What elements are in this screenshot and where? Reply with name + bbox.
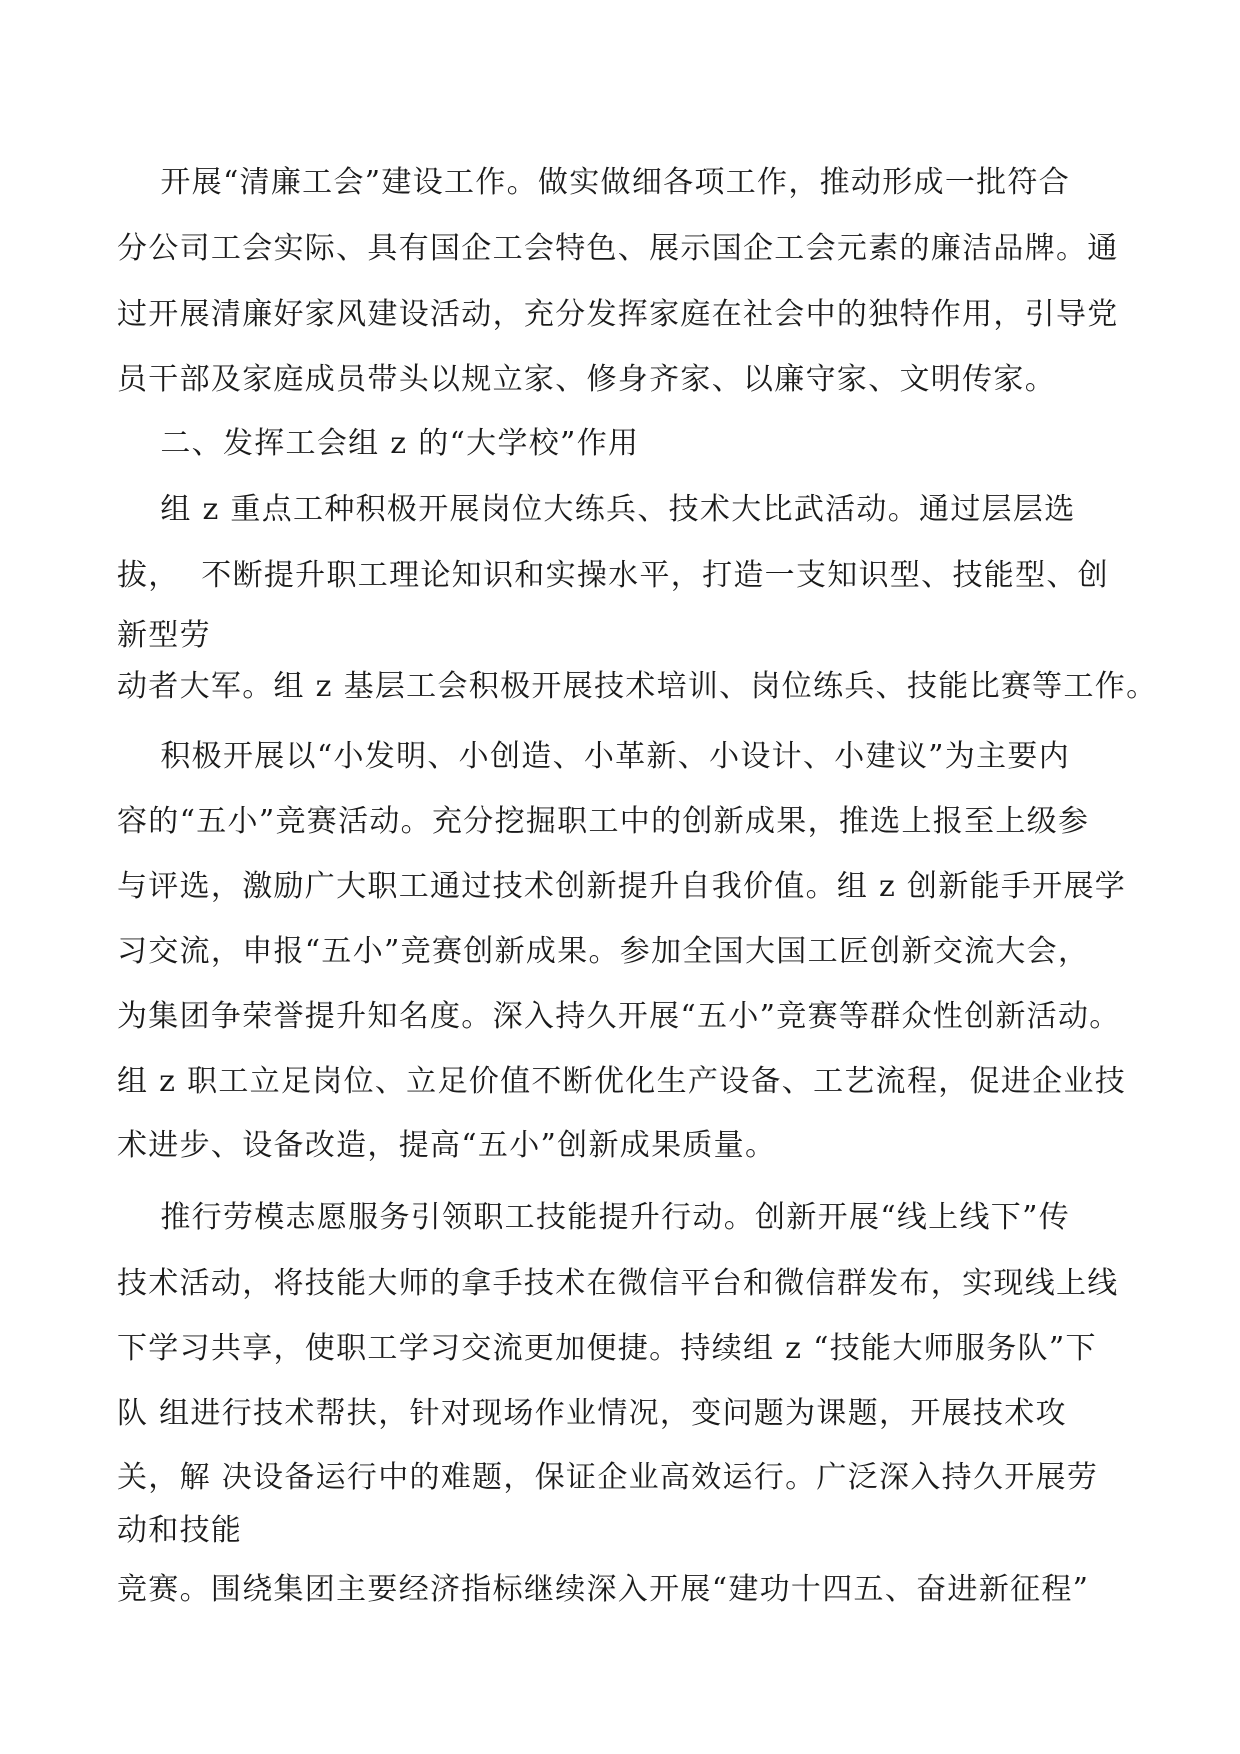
- paragraph-line: 分公司工会实际、具有国企工会特色、展示国企工会元素的廉洁品牌。通: [117, 231, 1119, 266]
- paragraph-line: 拔， 不断提升职工理论知识和实操水平，打造一支知识型、技能型、创: [117, 558, 1109, 593]
- paragraph-line: 为集团争荣誉提升知名度。深入持久开展“五小”竞赛等群众性创新活动。: [117, 999, 1121, 1034]
- paragraph-line: 术进步、设备改造，提高“五小”创新成果质量。: [117, 1128, 777, 1163]
- paragraph-line: 动者大军。组 z 基层工会积极开展技术培训、岗位练兵、技能比赛等工作。: [117, 669, 1158, 704]
- paragraph-line: 习交流，申报“五小”竞赛创新成果。参加全国大国工匠创新交流大会，: [117, 934, 1090, 969]
- paragraph-line: 组 z 重点工种积极开展岗位大练兵、技术大比武活动。通过层层选: [117, 492, 1076, 527]
- paragraph-line: 与评选，激励广大职工通过技术创新提升自我价值。组 z 创新能手开展学: [117, 869, 1127, 904]
- section-heading: 二、发挥工会组 z 的“大学校”作用: [117, 426, 640, 461]
- paragraph-line: 员干部及家庭成员带头以规立家、修身齐家、以廉守家、文明传家。: [117, 362, 1056, 397]
- paragraph-line: 积极开展以“小发明、小创造、小革新、小设计、小建议”为主要内: [117, 739, 1071, 774]
- paragraph-line: 下学习共享，使职工学习交流更加便捷。持续组 z “技能大师服务队”下: [117, 1331, 1097, 1366]
- paragraph-line: 组 z 职工立足岗位、立足价值不断优化生产设备、工艺流程，促进企业技: [117, 1064, 1127, 1099]
- paragraph-line: 开展“清廉工会”建设工作。做实做细各项工作，推动形成一批符合: [117, 165, 1071, 200]
- paragraph-line: 关，解 决设备运行中的难题，保证企业高效运行。广泛深入持久开展劳: [117, 1460, 1099, 1495]
- paragraph-line: 推行劳模志愿服务引领职工技能提升行动。创新开展“线上线下”传: [117, 1200, 1071, 1235]
- paragraph-line: 新型劳: [117, 618, 211, 653]
- paragraph-line: 队 组进行技术帮扶，针对现场作业情况，变问题为课题，开展技术攻: [117, 1396, 1067, 1431]
- paragraph-line: 过开展清廉好家风建设活动，充分发挥家庭在社会中的独特作用，引导党: [117, 297, 1119, 332]
- paragraph-line: 容的“五小”竞赛活动。充分挖掘职工中的创新成果，推选上报至上级参: [117, 804, 1090, 839]
- paragraph-line: 技术活动，将技能大师的拿手技术在微信平台和微信群发布，实现线上线: [117, 1266, 1119, 1301]
- paragraph-line: 动和技能: [117, 1513, 243, 1548]
- paragraph-line: 竞赛。围绕集团主要经济指标继续深入开展“建功十四五、奋进新征程”: [117, 1572, 1090, 1607]
